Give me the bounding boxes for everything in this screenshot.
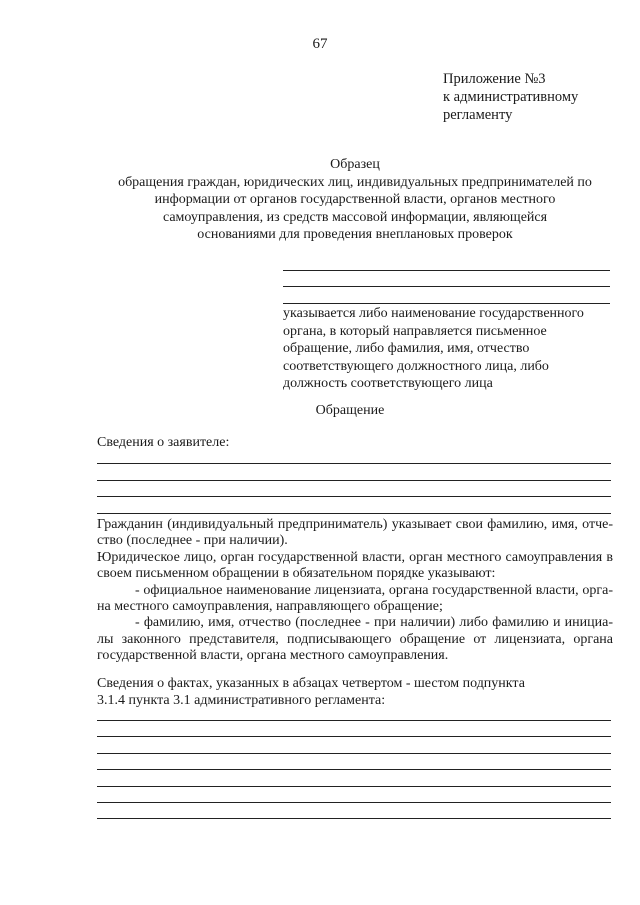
instruction-line: лы законного представителя, подписывающего обращение от лицензиата, органа bbox=[97, 631, 613, 647]
instruction-line: на местного самоуправления, направляющего обращение; bbox=[97, 599, 443, 615]
facts-line: Сведения о фактах, указанных в абзацах четвертом - шестом подпункта bbox=[97, 676, 525, 691]
applicant-blank-line bbox=[97, 480, 611, 481]
applicant-blank-line bbox=[97, 513, 611, 514]
appendix-line: регламенту bbox=[443, 107, 513, 123]
document-title bbox=[95, 156, 615, 244]
addressee-blank-line bbox=[283, 270, 610, 271]
addressee-blank-line bbox=[283, 286, 610, 287]
addressee-blank-line bbox=[283, 303, 610, 304]
title-line: Образец bbox=[330, 157, 380, 172]
appendix-line: Приложение №3 bbox=[443, 71, 546, 87]
facts-blank-line bbox=[97, 818, 611, 819]
addressee-note-line: соответствующего должностного лица, либо bbox=[283, 358, 549, 374]
instruction-line: своем письменном обращении в обязательном порядке указывают: bbox=[97, 566, 496, 582]
title-line: основаниями для проведения внеплановых проверок bbox=[197, 227, 513, 242]
applicant-blank-line bbox=[97, 496, 611, 497]
instruction-line: Юридическое лицо, орган государственной власти, орган местного самоуправления в bbox=[97, 549, 613, 565]
applicant-blank-line bbox=[97, 463, 611, 464]
instruction-line: ство (последнее - при наличии). bbox=[97, 533, 288, 549]
facts-blank-line bbox=[97, 802, 611, 803]
facts-blank-line bbox=[97, 720, 611, 721]
addressee-note-line: органа, в который направляется письменное bbox=[283, 323, 547, 339]
appendix-line: к административному bbox=[443, 89, 579, 105]
addressee-note bbox=[283, 305, 613, 393]
applicant-instructions bbox=[97, 517, 613, 665]
facts-blank-line bbox=[97, 786, 611, 787]
facts-label bbox=[97, 676, 613, 709]
facts-blank-line bbox=[97, 769, 611, 770]
title-line: самоуправления, из средств массовой информации, являющейся bbox=[162, 209, 548, 225]
facts-blank-line bbox=[97, 736, 611, 737]
title-line: информации от органов государственной власти, органов местного bbox=[154, 192, 556, 207]
addressee-note-line: обращение, либо фамилия, имя, отчество bbox=[283, 341, 530, 356]
instruction-line: - фамилию, имя, отчество (последнее - при наличии) либо фамилию и инициа- bbox=[135, 615, 613, 631]
addressee-note-line: должность соответствующего лица bbox=[283, 376, 493, 391]
instruction-line: - официальное наименование лицензиата, органа государственной власти, орга- bbox=[135, 582, 613, 598]
facts-blank-line bbox=[97, 753, 611, 754]
applicant-info-label: Сведения о заявителе: bbox=[97, 435, 230, 450]
appeal-heading: Обращение bbox=[315, 403, 385, 418]
facts-line: 3.1.4 пункта 3.1 административного регламента: bbox=[97, 692, 386, 708]
appendix-reference bbox=[443, 70, 633, 124]
instruction-line: Гражданин (индивидуальный предприниматель) указывает свои фамилию, имя, отче- bbox=[97, 517, 613, 532]
instruction-line: государственной власти, органа местного самоуправления. bbox=[97, 648, 449, 664]
page-number: 67 bbox=[312, 36, 328, 52]
addressee-note-line: указывается либо наименование государственного bbox=[283, 306, 584, 321]
title-line: обращения граждан, юридических лиц, индивидуальных предпринимателей по bbox=[118, 174, 592, 190]
